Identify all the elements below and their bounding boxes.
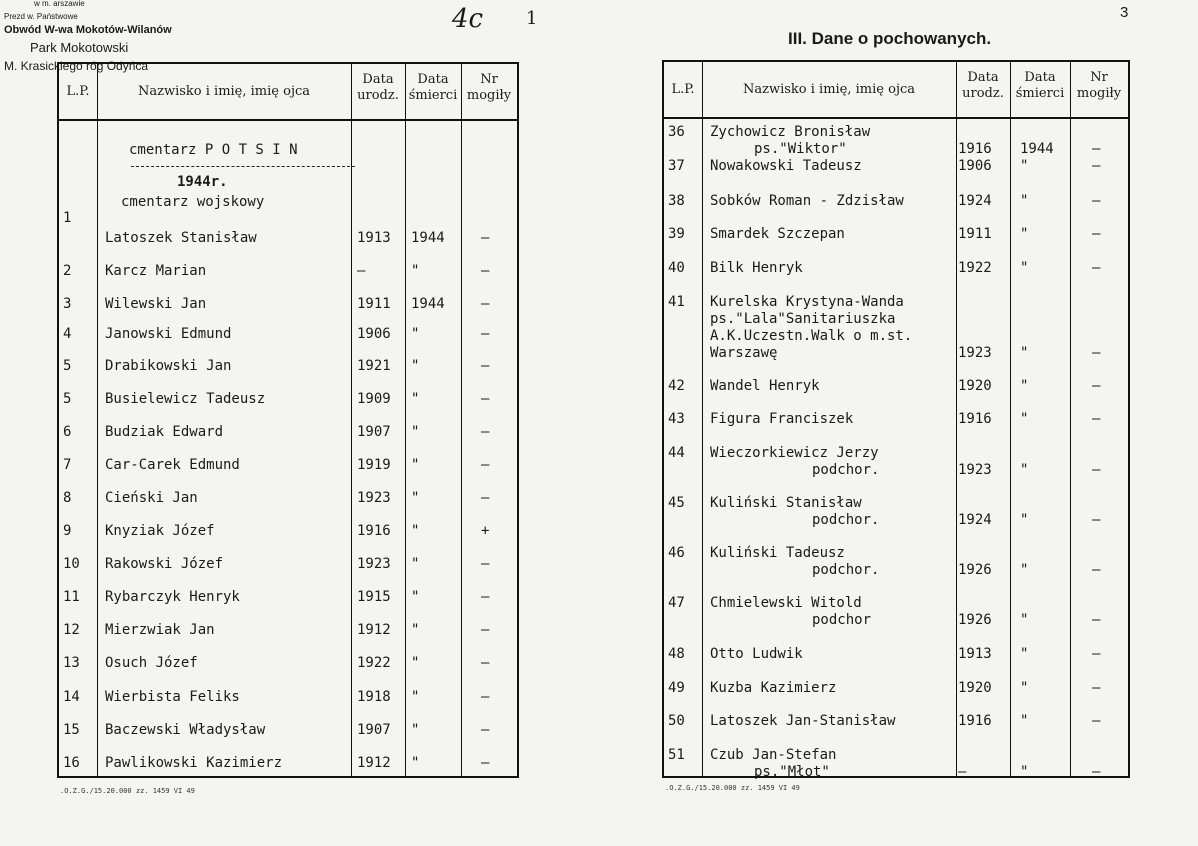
grave-number: – (1092, 462, 1101, 478)
birth-year: 1923 (357, 556, 391, 572)
birth-year: 1926 (958, 612, 992, 628)
birth-year: 1906 (357, 326, 391, 342)
deceased-name: Busielewicz Tadeusz (105, 391, 266, 407)
row-number: 45 (668, 495, 685, 511)
birth-year: 1915 (357, 589, 391, 605)
grave-number: – (1092, 512, 1101, 528)
deceased-name: Karcz Marian (105, 263, 207, 279)
death-year: " (411, 722, 420, 738)
row-number: 43 (668, 411, 685, 427)
deceased-name: Baczewski Władysław (105, 722, 266, 738)
grave-number: – (481, 589, 490, 605)
death-year: " (1020, 158, 1029, 174)
col-header-grave: Nr (480, 72, 498, 87)
col-header-lp: L.P. (671, 81, 695, 97)
death-year: " (411, 391, 420, 407)
birth-year: 1906 (958, 158, 992, 174)
deceased-name: Wandel Henryk (710, 378, 820, 394)
deceased-name: Mierzwiak Jan (105, 622, 215, 638)
deceased-name: Kuzba Kazimierz (710, 680, 837, 696)
grave-number: – (481, 457, 490, 473)
birth-year: 1926 (958, 562, 992, 578)
right-burial-table (662, 60, 1130, 778)
birth-year: – (357, 263, 366, 279)
stamp-line: w m. arszawie (34, 0, 85, 8)
row-number: 5 (63, 358, 72, 374)
col-header-grave: mogiły (466, 88, 512, 103)
col-header-name: Nazwisko i imię, imię ojca (742, 81, 915, 97)
deceased-name-detail: podchor (812, 612, 872, 628)
row-number: 14 (63, 689, 80, 705)
deceased-name: Kuliński Tadeusz (710, 545, 845, 561)
col-header-grave: Nr (1090, 70, 1108, 85)
col-header-birth: urodz. (962, 86, 1004, 101)
row-number: 37 (668, 158, 685, 174)
row-number: 49 (668, 680, 685, 696)
birth-year: 1916 (357, 523, 391, 539)
row-number: 40 (668, 260, 685, 276)
grave-number: – (1092, 226, 1101, 242)
death-year: " (1020, 612, 1029, 628)
death-year: " (1020, 462, 1029, 478)
grave-number: – (1092, 562, 1101, 578)
death-year: 1944 (1020, 141, 1054, 157)
row-number: 44 (668, 445, 685, 461)
deceased-name: Latoszek Jan-Stanisław (710, 713, 896, 729)
grave-number: – (1092, 378, 1101, 394)
death-year: " (1020, 345, 1029, 361)
death-year: " (1020, 226, 1029, 242)
row-number: 2 (63, 263, 72, 279)
birth-year: 1911 (357, 296, 391, 312)
col-header-birth: Data (967, 70, 999, 85)
row-number: 1 (63, 210, 72, 226)
death-year: " (411, 263, 420, 279)
grave-number: – (481, 326, 490, 342)
row-number: 46 (668, 545, 685, 561)
deceased-name: Wieczorkiewicz Jerzy (710, 445, 879, 461)
deceased-name: Latoszek Stanisław (105, 230, 257, 246)
death-year: " (411, 358, 420, 374)
death-year: 1944 (411, 296, 445, 312)
birth-year: 1916 (958, 141, 992, 157)
grave-number: – (1092, 345, 1101, 361)
death-year: " (411, 755, 420, 771)
row-number: 48 (668, 646, 685, 662)
grave-number: – (1092, 764, 1101, 780)
birth-year: 1913 (357, 230, 391, 246)
col-header-death: Data (417, 72, 449, 87)
death-year: " (1020, 378, 1029, 394)
deceased-name-detail: ps."Wiktor" (754, 141, 847, 157)
death-year: " (1020, 260, 1029, 276)
death-year: " (411, 655, 420, 671)
deceased-name-detail: podchor. (812, 512, 880, 528)
grave-number: – (481, 424, 490, 440)
column-divider (351, 64, 352, 776)
birth-year: 1913 (958, 646, 992, 662)
grave-number: – (1092, 141, 1101, 157)
deceased-name: Rakowski Józef (105, 556, 224, 572)
death-year: " (411, 622, 420, 638)
birth-year: 1924 (958, 512, 992, 528)
stamp-line: Park Mokotowski (30, 40, 129, 55)
death-year: " (1020, 512, 1029, 528)
grave-number: – (481, 358, 490, 374)
deceased-name: Budziak Edward (105, 424, 224, 440)
birth-year: 1921 (357, 358, 391, 374)
death-year: " (1020, 411, 1029, 427)
grave-number: – (481, 722, 490, 738)
death-year: " (1020, 562, 1029, 578)
birth-year: 1923 (357, 490, 391, 506)
birth-year: 1922 (357, 655, 391, 671)
row-number: 3 (63, 296, 72, 312)
cemetery-type: cmentarz wojskowy (121, 194, 265, 210)
col-header-name: Nazwisko i imię, imię ojca (137, 83, 310, 99)
grave-number: – (481, 230, 490, 246)
col-header-birth: Data (362, 72, 394, 87)
grave-number: – (1092, 680, 1101, 696)
birth-year: 1916 (958, 411, 992, 427)
death-year: " (411, 457, 420, 473)
birth-year: 1920 (958, 378, 992, 394)
death-year: " (1020, 713, 1029, 729)
column-divider (702, 62, 703, 776)
stamp-line: M. Krasickiego róg Odyńca (4, 59, 149, 73)
birth-year: 1923 (958, 345, 992, 361)
death-year: 1944 (411, 230, 445, 246)
deceased-name: Zychowicz Bronisław (710, 124, 871, 140)
birth-year: 1907 (357, 722, 391, 738)
grave-number: – (481, 622, 490, 638)
deceased-name: Cieński Jan (105, 490, 198, 506)
deceased-name: Osuch Józef (105, 655, 198, 671)
grave-number: + (481, 523, 490, 539)
grave-number: – (481, 296, 490, 312)
death-year: " (411, 424, 420, 440)
column-divider (1070, 62, 1071, 776)
row-number: 51 (668, 747, 685, 763)
row-number: 12 (63, 622, 80, 638)
row-number: 13 (63, 655, 80, 671)
death-year: " (411, 589, 420, 605)
deceased-name-detail: ps."Lala"Sanitariuszka (710, 311, 896, 327)
birth-year: 1912 (357, 755, 391, 771)
deceased-name: Czub Jan-Stefan (710, 747, 837, 763)
stamp-line: Obwód W-wa Mokotów-Wilanów (4, 24, 172, 36)
deceased-name-detail: A.K.Uczestn.Walk o m.st. (710, 328, 913, 344)
left-burial-table (57, 62, 519, 778)
row-number: 5 (63, 391, 72, 407)
deceased-name-detail: podchor. (812, 462, 880, 478)
table-header (664, 62, 1128, 119)
row-number: 15 (63, 722, 80, 738)
death-year: " (411, 523, 420, 539)
death-year: " (1020, 680, 1029, 696)
grave-number: – (1092, 158, 1101, 174)
grave-number: – (1092, 193, 1101, 209)
death-year: " (411, 490, 420, 506)
deceased-name: Car-Carek Edmund (105, 457, 240, 473)
column-divider (956, 62, 957, 776)
underline-divider (131, 166, 355, 167)
row-number: 42 (668, 378, 685, 394)
birth-year: – (958, 764, 967, 780)
grave-number: – (481, 556, 490, 572)
deceased-name: Otto Ludwik (710, 646, 803, 662)
death-year: " (1020, 764, 1029, 780)
grave-number: – (1092, 612, 1101, 628)
birth-year: 1918 (357, 689, 391, 705)
grave-number: – (1092, 411, 1101, 427)
row-number: 10 (63, 556, 80, 572)
grave-number: – (1092, 646, 1101, 662)
grave-number: – (481, 391, 490, 407)
deceased-name: Knyziak Józef (105, 523, 215, 539)
handwritten-mark: 4c (452, 4, 484, 34)
cemetery-name: cmentarz P O T S I N (129, 142, 298, 158)
row-number: 41 (668, 294, 685, 310)
deceased-name: Sobków Roman - Zdzisław (710, 193, 904, 209)
col-header-birth: urodz. (357, 88, 399, 103)
deceased-name-detail: podchor. (812, 562, 880, 578)
row-number: 50 (668, 713, 685, 729)
stamp-line: Prezd w. Państwowe (4, 12, 78, 21)
deceased-name: Chmielewski Witold (710, 595, 862, 611)
row-number: 36 (668, 124, 685, 140)
col-header-death: śmierci (1015, 86, 1065, 101)
deceased-name: Kuliński Stanisław (710, 495, 862, 511)
death-year: " (411, 689, 420, 705)
sheet-number: 1 (526, 8, 538, 29)
birth-year: 1919 (357, 457, 391, 473)
deceased-name: Smardek Szczepan (710, 226, 845, 242)
grave-number: – (481, 490, 490, 506)
row-number: 7 (63, 457, 72, 473)
deceased-name: Figura Franciszek (710, 411, 854, 427)
grave-number: – (481, 655, 490, 671)
column-divider (405, 64, 406, 776)
deceased-name: Janowski Edmund (105, 326, 232, 342)
grave-number: – (1092, 713, 1101, 729)
col-header-lp: L.P. (66, 83, 90, 99)
birth-year: 1916 (958, 713, 992, 729)
row-number: 4 (63, 326, 72, 342)
deceased-name: Bilk Henryk (710, 260, 803, 276)
row-number: 38 (668, 193, 685, 209)
row-number: 47 (668, 595, 685, 611)
birth-year: 1909 (357, 391, 391, 407)
death-year: " (411, 556, 420, 572)
section-title: III. Dane o pochowanych. (788, 29, 992, 48)
deceased-name-detail: ps."Młot" (754, 764, 830, 780)
deceased-name-detail: Warszawę (710, 345, 778, 361)
birth-year: 1912 (357, 622, 391, 638)
row-number: 9 (63, 523, 72, 539)
birth-year: 1920 (958, 680, 992, 696)
column-divider (1010, 62, 1011, 776)
row-number: 39 (668, 226, 685, 242)
column-divider (97, 64, 98, 776)
print-footnote: .O.Z.G./15.20.000 zz. 1459 VI 49 (665, 784, 800, 792)
col-header-grave: mogiły (1076, 86, 1122, 101)
birth-year: 1924 (958, 193, 992, 209)
birth-year: 1923 (958, 462, 992, 478)
cemetery-year: 1944r. (177, 174, 228, 190)
grave-number: – (1092, 260, 1101, 276)
col-header-death: śmierci (408, 88, 458, 103)
deceased-name: Rybarczyk Henryk (105, 589, 240, 605)
col-header-death: Data (1024, 70, 1056, 85)
table-header (59, 64, 517, 121)
grave-number: – (481, 755, 490, 771)
grave-number: – (481, 689, 490, 705)
deceased-name: Wilewski Jan (105, 296, 207, 312)
deceased-name: Pawlikowski Kazimierz (105, 755, 283, 771)
deceased-name: Nowakowski Tadeusz (710, 158, 862, 174)
print-footnote: .O.Z.G./15.20.000 zz. 1459 VI 49 (60, 787, 195, 795)
row-number: 16 (63, 755, 80, 771)
page-number: 3 (1120, 4, 1129, 21)
deceased-name: Kurelska Krystyna-Wanda (710, 294, 904, 310)
deceased-name: Drabikowski Jan (105, 358, 232, 374)
deceased-name: Wierbista Feliks (105, 689, 240, 705)
death-year: " (1020, 646, 1029, 662)
row-number: 11 (63, 589, 80, 605)
row-number: 6 (63, 424, 72, 440)
birth-year: 1911 (958, 226, 992, 242)
birth-year: 1907 (357, 424, 391, 440)
birth-year: 1922 (958, 260, 992, 276)
death-year: " (1020, 193, 1029, 209)
grave-number: – (481, 263, 490, 279)
death-year: " (411, 326, 420, 342)
column-divider (461, 64, 462, 776)
row-number: 8 (63, 490, 72, 506)
